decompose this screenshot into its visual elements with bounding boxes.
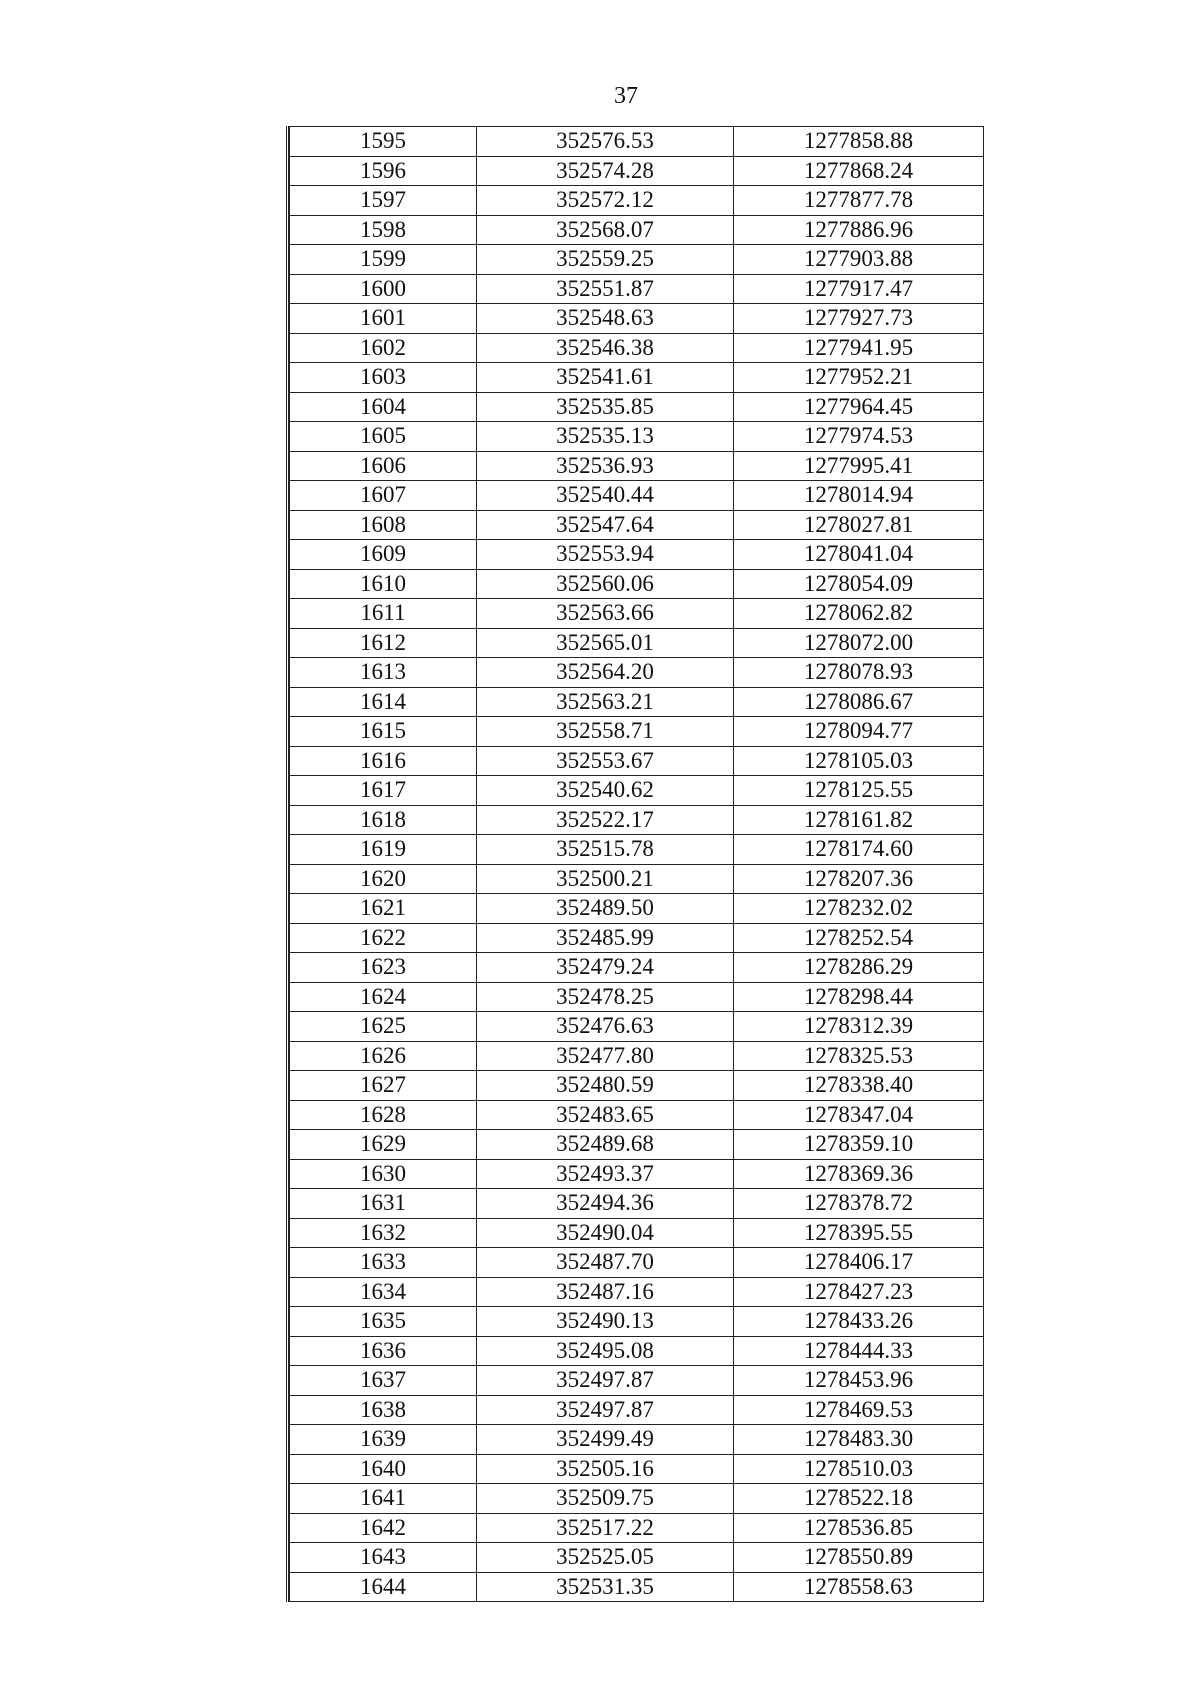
table-row xyxy=(290,1130,984,1160)
x-coordinate-cell: 352490.04 xyxy=(477,1218,734,1248)
table-row xyxy=(290,186,984,216)
x-coordinate-cell: 352517.22 xyxy=(477,1513,734,1543)
page-number: 37 xyxy=(614,83,638,109)
x-coordinate-cell: 352536.93 xyxy=(477,451,734,481)
x-coordinate-cell: 352497.87 xyxy=(477,1395,734,1425)
table-row xyxy=(290,1513,984,1543)
y-coordinate-cell: 1278444.33 xyxy=(734,1336,984,1366)
point-number-cell: 1612 xyxy=(290,628,477,658)
table-row xyxy=(290,1484,984,1514)
point-number-cell: 1642 xyxy=(290,1513,477,1543)
table-row xyxy=(290,1100,984,1130)
x-coordinate-cell: 352489.50 xyxy=(477,894,734,924)
y-coordinate-cell: 1278406.17 xyxy=(734,1248,984,1278)
table-row xyxy=(290,569,984,599)
y-coordinate-cell: 1278522.18 xyxy=(734,1484,984,1514)
point-number-cell: 1605 xyxy=(290,422,477,452)
y-coordinate-cell: 1277877.78 xyxy=(734,186,984,216)
x-coordinate-cell: 352553.94 xyxy=(477,540,734,570)
x-coordinate-cell: 352568.07 xyxy=(477,215,734,245)
y-coordinate-cell: 1278483.30 xyxy=(734,1425,984,1455)
y-coordinate-cell: 1278086.67 xyxy=(734,687,984,717)
y-coordinate-cell: 1278325.53 xyxy=(734,1041,984,1071)
table-row xyxy=(290,1012,984,1042)
point-number-cell: 1625 xyxy=(290,1012,477,1042)
y-coordinate-cell: 1278027.81 xyxy=(734,510,984,540)
x-coordinate-cell: 352558.71 xyxy=(477,717,734,747)
point-number-cell: 1634 xyxy=(290,1277,477,1307)
x-coordinate-cell: 352478.25 xyxy=(477,982,734,1012)
y-coordinate-cell: 1278232.02 xyxy=(734,894,984,924)
x-coordinate-cell: 352500.21 xyxy=(477,864,734,894)
y-coordinate-cell: 1278094.77 xyxy=(734,717,984,747)
x-coordinate-cell: 352479.24 xyxy=(477,953,734,983)
y-coordinate-cell: 1278312.39 xyxy=(734,1012,984,1042)
point-number-cell: 1597 xyxy=(290,186,477,216)
y-coordinate-cell: 1278359.10 xyxy=(734,1130,984,1160)
point-number-cell: 1610 xyxy=(290,569,477,599)
x-coordinate-cell: 352535.85 xyxy=(477,392,734,422)
x-coordinate-cell: 352563.66 xyxy=(477,599,734,629)
x-coordinate-cell: 352541.61 xyxy=(477,363,734,393)
point-number-cell: 1600 xyxy=(290,274,477,304)
point-number-cell: 1617 xyxy=(290,776,477,806)
point-number-cell: 1620 xyxy=(290,864,477,894)
x-coordinate-cell: 352493.37 xyxy=(477,1159,734,1189)
x-coordinate-cell: 352559.25 xyxy=(477,245,734,275)
y-coordinate-cell: 1278378.72 xyxy=(734,1189,984,1219)
coordinates-table-container xyxy=(286,126,983,1602)
y-coordinate-cell: 1278338.40 xyxy=(734,1071,984,1101)
point-number-cell: 1606 xyxy=(290,451,477,481)
table-row xyxy=(290,127,984,157)
x-coordinate-cell: 352497.87 xyxy=(477,1366,734,1396)
point-number-cell: 1631 xyxy=(290,1189,477,1219)
x-coordinate-cell: 352515.78 xyxy=(477,835,734,865)
point-number-cell: 1618 xyxy=(290,805,477,835)
x-coordinate-cell: 352546.38 xyxy=(477,333,734,363)
x-coordinate-cell: 352494.36 xyxy=(477,1189,734,1219)
x-coordinate-cell: 352576.53 xyxy=(477,127,734,157)
x-coordinate-cell: 352525.05 xyxy=(477,1543,734,1573)
x-coordinate-cell: 352563.21 xyxy=(477,687,734,717)
table-row xyxy=(290,1218,984,1248)
y-coordinate-cell: 1278054.09 xyxy=(734,569,984,599)
y-coordinate-cell: 1278550.89 xyxy=(734,1543,984,1573)
y-coordinate-cell: 1278161.82 xyxy=(734,805,984,835)
table-row xyxy=(290,392,984,422)
table-row xyxy=(290,923,984,953)
point-number-cell: 1626 xyxy=(290,1041,477,1071)
y-coordinate-cell: 1278174.60 xyxy=(734,835,984,865)
x-coordinate-cell: 352540.44 xyxy=(477,481,734,511)
table-row xyxy=(290,1189,984,1219)
point-number-cell: 1628 xyxy=(290,1100,477,1130)
table-row xyxy=(290,1041,984,1071)
y-coordinate-cell: 1278558.63 xyxy=(734,1572,984,1602)
table-row xyxy=(290,982,984,1012)
point-number-cell: 1596 xyxy=(290,156,477,186)
point-number-cell: 1623 xyxy=(290,953,477,983)
y-coordinate-cell: 1278105.03 xyxy=(734,746,984,776)
y-coordinate-cell: 1277868.24 xyxy=(734,156,984,186)
x-coordinate-cell: 352485.99 xyxy=(477,923,734,953)
y-coordinate-cell: 1278207.36 xyxy=(734,864,984,894)
table-row xyxy=(290,1395,984,1425)
table-row xyxy=(290,1071,984,1101)
point-number-cell: 1608 xyxy=(290,510,477,540)
table-row xyxy=(290,481,984,511)
y-coordinate-cell: 1278072.00 xyxy=(734,628,984,658)
point-number-cell: 1611 xyxy=(290,599,477,629)
point-number-cell: 1601 xyxy=(290,304,477,334)
point-number-cell: 1615 xyxy=(290,717,477,747)
y-coordinate-cell: 1278469.53 xyxy=(734,1395,984,1425)
table-row xyxy=(290,363,984,393)
table-row xyxy=(290,156,984,186)
x-coordinate-cell: 352574.28 xyxy=(477,156,734,186)
table-row xyxy=(290,1336,984,1366)
point-number-cell: 1627 xyxy=(290,1071,477,1101)
y-coordinate-cell: 1278536.85 xyxy=(734,1513,984,1543)
point-number-cell: 1643 xyxy=(290,1543,477,1573)
x-coordinate-cell: 352531.35 xyxy=(477,1572,734,1602)
y-coordinate-cell: 1278062.82 xyxy=(734,599,984,629)
x-coordinate-cell: 352487.70 xyxy=(477,1248,734,1278)
table-row xyxy=(290,894,984,924)
point-number-cell: 1609 xyxy=(290,540,477,570)
table-row xyxy=(290,717,984,747)
point-number-cell: 1635 xyxy=(290,1307,477,1337)
y-coordinate-cell: 1278125.55 xyxy=(734,776,984,806)
point-number-cell: 1629 xyxy=(290,1130,477,1160)
point-number-cell: 1602 xyxy=(290,333,477,363)
x-coordinate-cell: 352505.16 xyxy=(477,1454,734,1484)
table-row xyxy=(290,304,984,334)
y-coordinate-cell: 1278427.23 xyxy=(734,1277,984,1307)
x-coordinate-cell: 352480.59 xyxy=(477,1071,734,1101)
table-row xyxy=(290,540,984,570)
x-coordinate-cell: 352490.13 xyxy=(477,1307,734,1337)
y-coordinate-cell: 1278433.26 xyxy=(734,1307,984,1337)
y-coordinate-cell: 1278510.03 xyxy=(734,1454,984,1484)
point-number-cell: 1621 xyxy=(290,894,477,924)
x-coordinate-cell: 352548.63 xyxy=(477,304,734,334)
y-coordinate-cell: 1277995.41 xyxy=(734,451,984,481)
table-row xyxy=(290,599,984,629)
y-coordinate-cell: 1277858.88 xyxy=(734,127,984,157)
table-body xyxy=(290,127,984,1602)
table-row xyxy=(290,1572,984,1602)
table-row xyxy=(290,1454,984,1484)
table-row xyxy=(290,1159,984,1189)
x-coordinate-cell: 352565.01 xyxy=(477,628,734,658)
x-coordinate-cell: 352509.75 xyxy=(477,1484,734,1514)
table-row xyxy=(290,1366,984,1396)
point-number-cell: 1632 xyxy=(290,1218,477,1248)
table-row xyxy=(290,953,984,983)
y-coordinate-cell: 1277941.95 xyxy=(734,333,984,363)
point-number-cell: 1639 xyxy=(290,1425,477,1455)
point-number-cell: 1619 xyxy=(290,835,477,865)
x-coordinate-cell: 352487.16 xyxy=(477,1277,734,1307)
table-row xyxy=(290,1248,984,1278)
point-number-cell: 1633 xyxy=(290,1248,477,1278)
table-row xyxy=(290,658,984,688)
x-coordinate-cell: 352551.87 xyxy=(477,274,734,304)
x-coordinate-cell: 352477.80 xyxy=(477,1041,734,1071)
point-number-cell: 1595 xyxy=(290,127,477,157)
point-number-cell: 1607 xyxy=(290,481,477,511)
x-coordinate-cell: 352483.65 xyxy=(477,1100,734,1130)
coordinates-table xyxy=(289,126,984,1602)
y-coordinate-cell: 1278395.55 xyxy=(734,1218,984,1248)
table-row xyxy=(290,451,984,481)
y-coordinate-cell: 1278014.94 xyxy=(734,481,984,511)
y-coordinate-cell: 1278453.96 xyxy=(734,1366,984,1396)
table-row xyxy=(290,274,984,304)
table-row xyxy=(290,628,984,658)
point-number-cell: 1599 xyxy=(290,245,477,275)
table-row xyxy=(290,1425,984,1455)
x-coordinate-cell: 352489.68 xyxy=(477,1130,734,1160)
table-row xyxy=(290,864,984,894)
table-row xyxy=(290,687,984,717)
point-number-cell: 1613 xyxy=(290,658,477,688)
table-row xyxy=(290,1543,984,1573)
point-number-cell: 1636 xyxy=(290,1336,477,1366)
table-row xyxy=(290,422,984,452)
y-coordinate-cell: 1277886.96 xyxy=(734,215,984,245)
table-row xyxy=(290,776,984,806)
table-row xyxy=(290,333,984,363)
point-number-cell: 1604 xyxy=(290,392,477,422)
table-row xyxy=(290,510,984,540)
point-number-cell: 1644 xyxy=(290,1572,477,1602)
x-coordinate-cell: 352499.49 xyxy=(477,1425,734,1455)
x-coordinate-cell: 352535.13 xyxy=(477,422,734,452)
y-coordinate-cell: 1277964.45 xyxy=(734,392,984,422)
y-coordinate-cell: 1278347.04 xyxy=(734,1100,984,1130)
table-row xyxy=(290,245,984,275)
x-coordinate-cell: 352553.67 xyxy=(477,746,734,776)
point-number-cell: 1624 xyxy=(290,982,477,1012)
y-coordinate-cell: 1277974.53 xyxy=(734,422,984,452)
y-coordinate-cell: 1278369.36 xyxy=(734,1159,984,1189)
x-coordinate-cell: 352476.63 xyxy=(477,1012,734,1042)
y-coordinate-cell: 1277927.73 xyxy=(734,304,984,334)
x-coordinate-cell: 352564.20 xyxy=(477,658,734,688)
x-coordinate-cell: 352522.17 xyxy=(477,805,734,835)
x-coordinate-cell: 352560.06 xyxy=(477,569,734,599)
point-number-cell: 1640 xyxy=(290,1454,477,1484)
point-number-cell: 1630 xyxy=(290,1159,477,1189)
y-coordinate-cell: 1277952.21 xyxy=(734,363,984,393)
point-number-cell: 1638 xyxy=(290,1395,477,1425)
x-coordinate-cell: 352495.08 xyxy=(477,1336,734,1366)
x-coordinate-cell: 352547.64 xyxy=(477,510,734,540)
point-number-cell: 1614 xyxy=(290,687,477,717)
y-coordinate-cell: 1278252.54 xyxy=(734,923,984,953)
point-number-cell: 1637 xyxy=(290,1366,477,1396)
x-coordinate-cell: 352572.12 xyxy=(477,186,734,216)
table-row xyxy=(290,835,984,865)
point-number-cell: 1641 xyxy=(290,1484,477,1514)
table-row xyxy=(290,805,984,835)
table-row xyxy=(290,1307,984,1337)
point-number-cell: 1603 xyxy=(290,363,477,393)
y-coordinate-cell: 1278298.44 xyxy=(734,982,984,1012)
y-coordinate-cell: 1277903.88 xyxy=(734,245,984,275)
point-number-cell: 1616 xyxy=(290,746,477,776)
x-coordinate-cell: 352540.62 xyxy=(477,776,734,806)
point-number-cell: 1598 xyxy=(290,215,477,245)
table-row xyxy=(290,1277,984,1307)
table-row xyxy=(290,746,984,776)
y-coordinate-cell: 1277917.47 xyxy=(734,274,984,304)
y-coordinate-cell: 1278078.93 xyxy=(734,658,984,688)
point-number-cell: 1622 xyxy=(290,923,477,953)
table-row xyxy=(290,215,984,245)
y-coordinate-cell: 1278041.04 xyxy=(734,540,984,570)
y-coordinate-cell: 1278286.29 xyxy=(734,953,984,983)
